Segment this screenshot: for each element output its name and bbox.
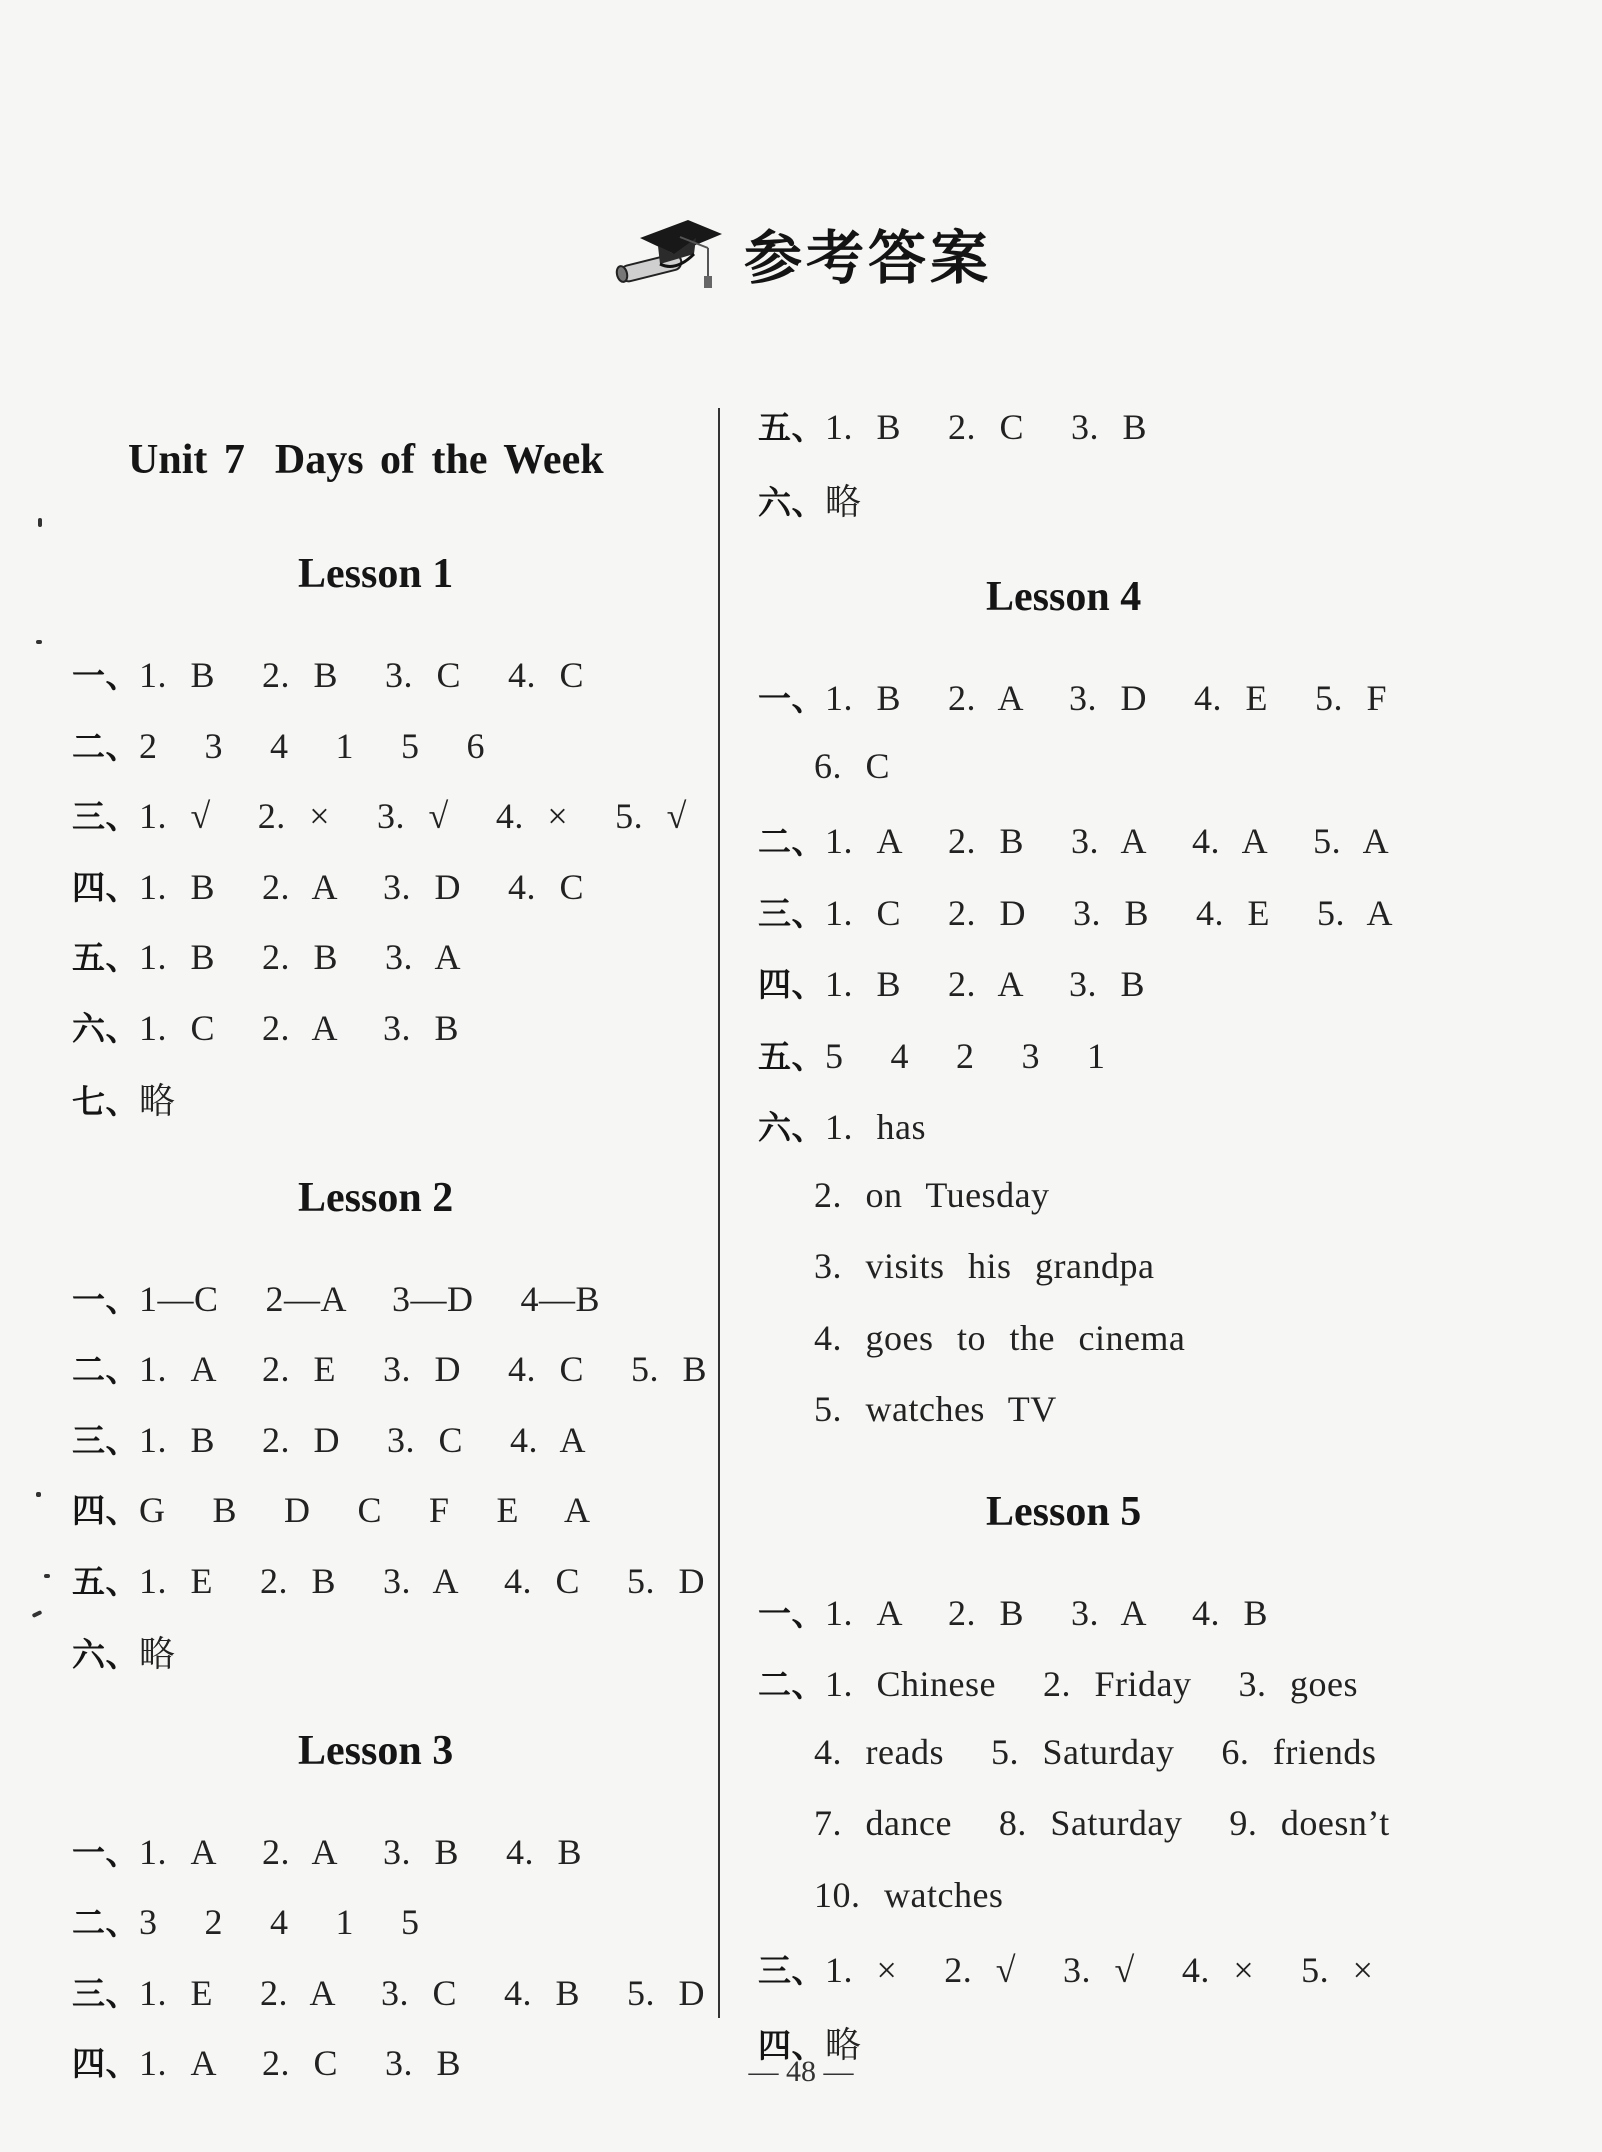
answer-text: 1. C 2. A 3. B [139,1007,460,1048]
answer-line [758,673,1387,720]
answer-continuation [814,1731,1376,1773]
page-number: — 48 — [748,2055,854,2088]
answer-text: 1. E 2. A 3. C 4. B 5. D [139,1972,706,2013]
answer-text: 4. reads 5. Saturday 6. friends [814,1731,1377,1772]
answer-continuation [814,745,890,787]
question-number: 一、 [758,679,825,718]
page-title: 参考答案 [743,224,992,292]
question-number: 一、 [72,1832,139,1872]
answer-continuation [814,1174,1050,1216]
answer-line [758,816,1389,863]
answer-line [72,1897,420,1944]
answer-text: 1. √ 2. × 3. √ 4. × 5. √ [139,796,687,836]
answer-text: 1. A 2. C 3. B [139,2043,462,2083]
answer-line [72,862,584,909]
question-number: 四、 [72,867,139,907]
answer-line [758,1031,1106,1078]
answer-text: 1. B 2. A 3. D 4. E 5. F [825,678,1388,718]
question-number: 五、 [72,1561,139,1601]
question-number: 六、 [758,482,825,522]
question-number: 六、 [758,1108,825,1147]
page-header [0,208,1602,298]
question-number: 三、 [72,1973,139,2013]
question-number: 二、 [758,822,825,861]
lesson-heading: Lesson 1 [298,551,454,597]
answer-text: 1. E 2. B 3. A 4. C 5. D [139,1560,706,1601]
lesson-heading: Lesson 2 [298,1174,454,1221]
answer-line [72,721,485,768]
question-number: 四、 [758,2025,825,2065]
answer-continuation [814,1874,1003,1916]
answer-continuation [814,1802,1390,1844]
answer-text: 1. A 2. B 3. A 4. B [825,1592,1269,1633]
lesson-heading: Lesson 5 [986,1488,1142,1535]
answer-text: 2 3 4 1 5 6 [139,725,485,766]
question-number: 三、 [758,893,825,933]
question-number: 四、 [72,1491,139,1530]
answer-line [758,474,862,525]
answer-text: 1. A 2. A 3. B 4. B [139,1831,583,1872]
answer-line [72,1626,176,1677]
question-number: 一、 [758,1593,825,1633]
answer-text: 1. Chinese 2. Friday 3. goes [825,1664,1358,1704]
unit-label: Unit 7 [128,437,245,483]
answer-line [72,1968,705,2015]
answer-text: 1. × 2. √ 3. √ 4. × 5. × [825,1950,1374,1990]
answer-line [758,888,1393,935]
question-number: 二、 [72,1350,139,1389]
answer-line [72,1003,459,1050]
question-number: 一、 [72,656,139,695]
answer-line [758,1659,1358,1706]
answer-text: 1. B 2. C 3. B [825,407,1148,447]
question-number: 六、 [72,1008,139,1048]
answer-continuation [814,1388,1057,1430]
answer-text: 1. B 2. B 3. C 4. C [139,655,585,695]
answer-line [72,650,584,697]
answer-text: 1—C 2—A 3—D 4—B [139,1278,601,1319]
question-number: 二、 [72,1903,139,1942]
answer-text: 2. on Tuesday [814,1174,1050,1215]
answer-text: 略 [825,481,862,522]
question-number: 三、 [72,797,139,836]
lesson-heading: Lesson 4 [986,574,1142,620]
answer-line [72,1827,582,1874]
unit-title [128,436,604,484]
scan-mark [44,1574,50,1578]
answer-text: 6. C [814,745,891,786]
question-number: 二、 [758,1665,825,1704]
answer-line [72,1485,591,1532]
answer-line [72,1556,705,1603]
answer-text: 略 [139,1634,176,1674]
answer-line [72,1415,586,1462]
answer-continuation [814,1317,1185,1359]
answer-text: 1. B 2. D 3. C 4. A [139,1419,587,1460]
answer-text: 略 [825,2024,862,2065]
answer-line [72,791,687,838]
column-divider [718,408,720,2018]
question-number: 四、 [758,965,825,1004]
answer-line [758,1588,1268,1635]
answer-line [758,1945,1373,1992]
answer-text: 4. goes to the cinema [814,1317,1186,1358]
answer-line [758,959,1145,1006]
question-number: 五、 [758,408,825,447]
answer-text: 略 [139,1081,176,1121]
question-number: 一、 [72,1279,139,1319]
unit-name: Days of the Week [274,437,604,483]
answer-text: 5 4 2 3 1 [825,1035,1106,1076]
scan-mark [38,518,42,527]
answer-text: 5. watches TV [814,1389,1057,1429]
answer-text: 1. has [825,1107,926,1147]
answer-text: 1. B 2. B 3. A [139,937,462,977]
answer-text: 1. C 2. D 3. B 4. E 5. A [825,892,1394,933]
answer-text: 1. B 2. A 3. B [825,964,1146,1004]
answer-line [72,1274,600,1321]
question-number: 四、 [72,2044,139,2083]
answer-line [758,1102,926,1149]
answer-line [72,1073,176,1124]
answer-text: 7. dance 8. Saturday 9. doesn’t [814,1803,1390,1843]
answer-text: 3 2 4 1 5 [139,1902,420,1942]
answer-line [72,932,461,979]
answer-line [72,1344,707,1391]
scan-mark [36,1492,41,1497]
answer-text: 10. watches [814,1874,1004,1915]
scan-mark [36,640,42,644]
answer-text: 3. visits his grandpa [814,1246,1155,1286]
answer-continuation [814,1245,1154,1287]
answer-text: 1. A 2. E 3. D 4. C 5. B [139,1349,708,1389]
graduation-cap-icon [610,208,730,298]
answer-text: G B D C F E A [139,1490,591,1530]
answer-text: 1. A 2. B 3. A 4. A 5. A [825,821,1390,861]
question-number: 六、 [72,1635,139,1674]
question-number: 五、 [758,1036,825,1076]
question-number: 七、 [72,1082,139,1121]
answer-line [758,402,1147,449]
question-number: 五、 [72,938,139,977]
answer-text: 1. B 2. A 3. D 4. C [139,866,585,907]
lesson-heading: Lesson 3 [298,1727,454,1774]
scan-mark [32,1610,43,1618]
question-number: 三、 [72,1420,139,1460]
question-number: 二、 [72,726,139,766]
question-number: 三、 [758,1951,825,1990]
